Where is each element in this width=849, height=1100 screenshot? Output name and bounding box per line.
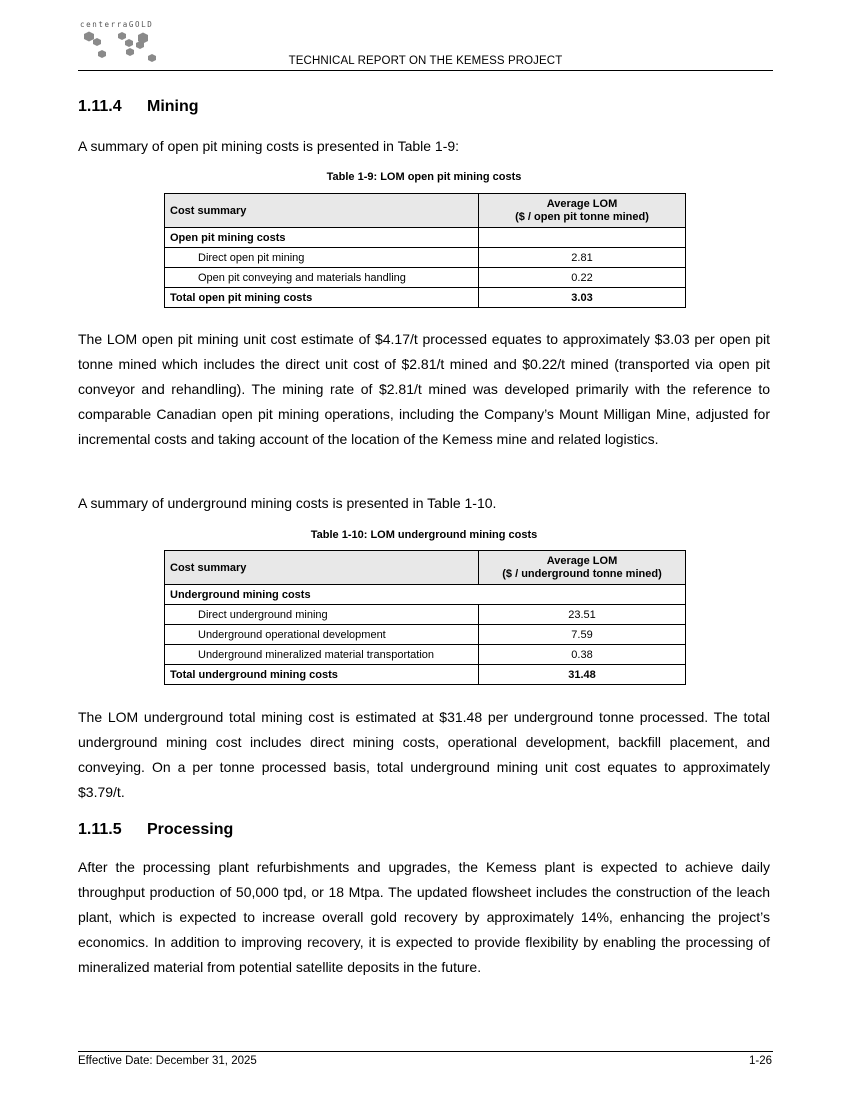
column-header-line: Average LOM xyxy=(546,197,618,210)
table-total-value: 3.03 xyxy=(479,288,686,308)
table-header-row xyxy=(165,551,686,585)
table-section-row xyxy=(165,585,686,605)
table-caption-open-pit: Table 1-9: LOM open pit mining costs xyxy=(326,171,522,183)
table-row xyxy=(165,625,686,645)
section-heading-mining xyxy=(78,98,199,116)
table-cell-label: Open pit conveying and materials handling xyxy=(165,268,479,288)
underground-intro-text: A summary of underground mining costs is presented in Table 1-10. xyxy=(78,495,497,511)
effective-date: Effective Date: December 31, 2025 xyxy=(78,1055,257,1067)
logo-wordmark: centerraGOLD xyxy=(80,20,154,29)
table-total-row xyxy=(165,665,686,685)
table-cell-value: 0.22 xyxy=(479,268,686,288)
table-total-value: 31.48 xyxy=(479,665,686,685)
column-header-line: ($ / underground tonne mined) xyxy=(502,567,662,580)
table-cell-value: 0.38 xyxy=(479,645,686,665)
column-header: Cost summary xyxy=(165,551,479,585)
table-cell-label: Direct open pit mining xyxy=(165,248,479,268)
table-total-label: Total underground mining costs xyxy=(165,665,479,685)
table-cell-label: Underground operational development xyxy=(165,625,479,645)
section-title: Processing xyxy=(147,821,234,838)
table-total-row xyxy=(165,288,686,308)
section-heading-processing xyxy=(78,821,233,839)
table-section-label: Underground mining costs xyxy=(165,585,686,605)
mining-intro-text: A summary of open pit mining costs is presented in Table 1-9: xyxy=(78,138,460,154)
page-number: 1-26 xyxy=(748,1055,772,1067)
table-row xyxy=(165,248,686,268)
table-cell-label: Underground mineralized material transportation xyxy=(165,645,479,665)
table-cell-value: 7.59 xyxy=(479,625,686,645)
table-cell-value: 23.51 xyxy=(479,605,686,625)
table-total-label: Total open pit mining costs xyxy=(165,288,479,308)
open-pit-cost-paragraph: The LOM open pit mining unit cost estimate of $4.17/t processed equates to approximately $3.03 per open pit tonne mined which includes the direct unit cost of $2.81/t mined and $0.22/t mined (transported via open pit conveyor and rehandling). The mining rate of $2.81/t mined was developed primarily with the reference to comparable Canadian open pit mining operations, including the Company’s Mount Milligan Mine, adjusted for incremental costs and taking account of the location of the Kemess mine and related logistics. xyxy=(78,331,770,447)
table-cell xyxy=(479,228,686,248)
report-title: TECHNICAL REPORT ON THE KEMESS PROJECT xyxy=(288,55,563,67)
column-header-line: ($ / open pit tonne mined) xyxy=(515,210,649,223)
column-header: Cost summary xyxy=(165,194,479,228)
table-section-row xyxy=(165,228,686,248)
table-header-row xyxy=(165,194,686,228)
section-number: 1.11.5 xyxy=(78,821,122,838)
table-row xyxy=(165,605,686,625)
table-row xyxy=(165,645,686,665)
column-header xyxy=(479,194,686,228)
column-header xyxy=(479,551,686,585)
underground-cost-table xyxy=(164,550,686,685)
table-cell-label: Direct underground mining xyxy=(165,605,479,625)
section-number: 1.11.4 xyxy=(78,98,122,115)
footer-divider xyxy=(78,1051,773,1052)
underground-cost-paragraph: The LOM underground total mining cost is estimated at $31.48 per underground tonne processed. The total underground mining cost includes direct mining costs, operational development, backfill placement, and conveying. On a per tonne processed basis, total underground mining unit cost equates to approximately $3.79/t. xyxy=(78,709,770,800)
table-row xyxy=(165,268,686,288)
section-title: Mining xyxy=(147,98,199,115)
table-cell-value: 2.81 xyxy=(479,248,686,268)
table-section-label: Open pit mining costs xyxy=(165,228,479,248)
header-divider xyxy=(78,70,773,71)
processing-paragraph: After the processing plant refurbishments and upgrades, the Kemess plant is expected to achieve daily throughput production of 50,000 tpd, or 18 Mtpa. The updated flowsheet includes the construction of the leach plant, which is expected to increase overall gold recovery by approximately 14%, enhancing the project’s economics. In addition to improving recovery, it is expected to provide flexibility by enabling the processing of mineralized material from potential satellite deposits in the future. xyxy=(78,859,770,975)
open-pit-cost-table xyxy=(164,193,686,308)
column-header-line: Average LOM xyxy=(546,554,618,567)
table-caption-underground: Table 1-10: LOM underground mining costs xyxy=(310,529,538,541)
